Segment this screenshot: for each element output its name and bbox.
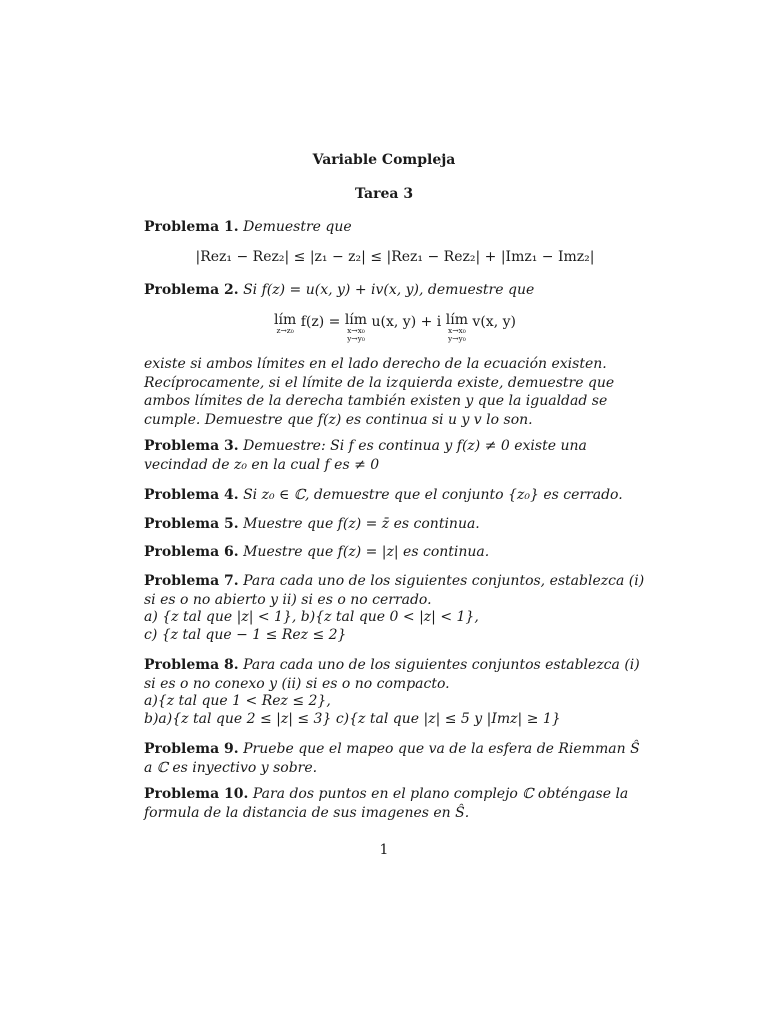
document-subtitle: Tarea 3 <box>354 186 414 202</box>
problem-text: Para cada uno de los siguientes conjuntos, establezca (i) si es o no abierto y ii) si es o no cerrado. <box>144 573 645 608</box>
limit-z <box>274 314 296 335</box>
equation-term: v(x, y) <box>472 314 516 330</box>
problem-10 <box>144 785 646 822</box>
problem-label: Problema 9. <box>144 741 239 757</box>
problem-5 <box>144 515 646 534</box>
problem-text: Para cada uno de los siguientes conjuntos establezca (i) si es o no conexo y (ii) si es o no compacto. <box>144 657 640 692</box>
problem-text: Si f(z) = u(x, y) + iv(x, y), demuestre que <box>243 282 535 298</box>
problem-label: Problema 6. <box>144 544 239 560</box>
problem-label: Problema 2. <box>144 282 239 298</box>
limit-word: lím <box>445 312 468 328</box>
document-title: Variable Compleja <box>312 152 456 168</box>
limit-xy <box>345 314 367 342</box>
problem-1 <box>144 218 646 237</box>
limit-subscript: z→z₀ <box>276 326 294 335</box>
limit-xy <box>446 314 468 342</box>
problem-3 <box>144 437 646 474</box>
problem-6 <box>144 543 646 562</box>
equation-term: f(z) = <box>300 314 341 330</box>
limit-word: lím <box>344 312 368 328</box>
problem-label: Problema 8. <box>144 657 239 673</box>
problem-7-set-2: c) {z tal que − 1 ≤ Rez ≤ 2} <box>144 627 347 643</box>
problem-2-continuation <box>144 355 646 429</box>
limit-subscript: x→x₀ <box>447 326 466 335</box>
page-number: 1 <box>379 842 389 858</box>
problem-text: existe si ambos límites en el lado derecho de la ecuación existen. Recíprocamente, si el límite de la izquierda existe, demuestre que ambos límites de la derecha también existen y que la igualdad se cumple. Demuestre que f(z) es continua si u y v lo son. <box>144 356 615 428</box>
problem-label: Problema 5. <box>144 516 239 532</box>
problem-text: Para dos puntos en el plano complejo ℂ obténgase la formula de la distancia de sus imagenes en Ŝ. <box>144 786 629 821</box>
problem-text: Pruebe que el mapeo que va de la esfera de Riemman Ŝ a ℂ es inyectivo y sobre. <box>144 741 640 776</box>
problem-8-set-1: a){z tal que 1 < Rez ≤ 2}, <box>144 693 331 709</box>
problem-2 <box>144 281 646 300</box>
limit-subscript: y→y₀ <box>447 333 466 343</box>
limit-subscript: x→x₀ <box>347 326 365 335</box>
equation-2 <box>144 314 646 342</box>
problem-8-set-2: b)a){z tal que 2 ≤ |z| ≤ 3} c){z tal que |z| ≤ 5 y |Imz| ≥ 1} <box>144 711 561 727</box>
problem-text: Demuestre que <box>243 219 352 235</box>
problem-label: Problema 3. <box>144 438 239 454</box>
problem-label: Problema 1. <box>144 219 239 235</box>
equation-term: u(x, y) + i <box>371 314 442 330</box>
problem-label: Problema 10. <box>144 786 249 802</box>
problem-text: Muestre que f(z) = z̄ es continua. <box>243 516 480 532</box>
problem-label: Problema 4. <box>144 487 239 503</box>
equation-1: |Rez₁ − Rez₂| ≤ |z₁ − z₂| ≤ |Rez₁ − Rez₂| + |Imz₁ − Imz₂| <box>195 249 595 265</box>
problem-7-set-1: a) {z tal que |z| < 1}, b){z tal que 0 < |z| < 1}, <box>144 609 479 625</box>
problem-text: Demuestre: Si f es continua y f(z) ≠ 0 existe una vecindad de z₀ en la cual f es ≠ 0 <box>144 438 587 473</box>
problem-7 <box>144 572 646 609</box>
problem-text: Si z₀ ∈ ℂ, demuestre que el conjunto {z₀} es cerrado. <box>243 487 623 503</box>
problem-9 <box>144 740 646 777</box>
problem-label: Problema 7. <box>144 573 239 589</box>
problem-4 <box>144 486 646 505</box>
problem-8 <box>144 656 646 693</box>
limit-word: lím <box>274 312 297 328</box>
limit-subscript: y→y₀ <box>347 333 365 343</box>
problem-text: Muestre que f(z) = |z| es continua. <box>243 544 490 560</box>
